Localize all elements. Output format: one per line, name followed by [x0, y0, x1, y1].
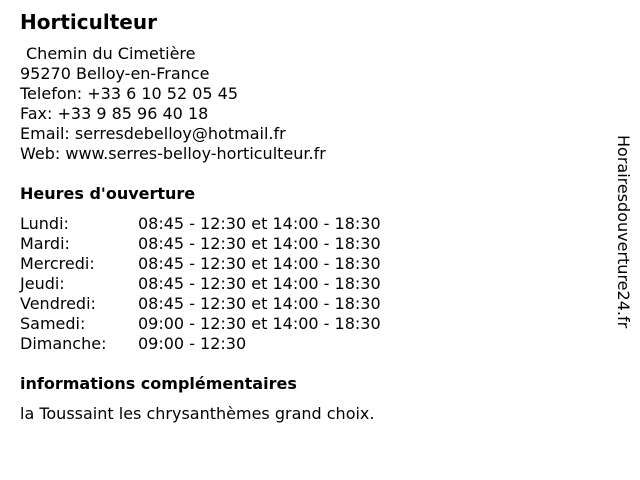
time-range: 09:00 - 12:30 et 14:00 - 18:30: [138, 314, 381, 333]
hours-row-samedi: [20, 314, 381, 334]
hours-row-lundi: [20, 214, 381, 234]
day-label: Lundi:: [20, 214, 69, 233]
info-heading: informations complémentaires: [20, 374, 297, 393]
hours-row-jeudi: [20, 274, 381, 294]
day-label: Mercredi:: [20, 254, 95, 273]
email-line: Email: serresdebelloy@hotmail.fr: [20, 124, 286, 143]
fax-line: Fax: +33 9 85 96 40 18: [20, 104, 209, 123]
day-label: Mardi:: [20, 234, 70, 253]
time-range: 08:45 - 12:30 et 14:00 - 18:30: [138, 294, 381, 313]
hours-heading: Heures d'ouverture: [20, 184, 196, 203]
info-text: la Toussaint les chrysanthèmes grand choix.: [20, 404, 375, 423]
day-label: Samedi:: [20, 314, 86, 333]
time-range: 08:45 - 12:30 et 14:00 - 18:30: [138, 274, 381, 293]
day-label: Vendredi:: [20, 294, 96, 313]
business-name: Horticulteur: [20, 10, 157, 34]
hours-row-mercredi: [20, 254, 381, 274]
hours-row-dimanche: [20, 334, 381, 354]
contact-block: [20, 44, 326, 164]
address-street: Chemin du Cimetière: [26, 44, 196, 63]
hours-row-mardi: [20, 234, 381, 254]
day-label: Dimanche:: [20, 334, 107, 353]
web-line: Web: www.serres-belloy-horticulteur.fr: [20, 144, 326, 163]
address-city: 95270 Belloy-en-France: [20, 64, 210, 83]
time-range: 08:45 - 12:30 et 14:00 - 18:30: [138, 214, 381, 233]
hours-row-vendredi: [20, 294, 381, 314]
site-watermark: Horairesdouverture24.fr: [614, 135, 633, 329]
time-range: 08:45 - 12:30 et 14:00 - 18:30: [138, 254, 381, 273]
time-range: 09:00 - 12:30: [138, 334, 247, 353]
day-label: Jeudi:: [20, 274, 65, 293]
phone-line: Telefon: +33 6 10 52 05 45: [20, 84, 239, 103]
hours-table: [20, 214, 381, 354]
time-range: 08:45 - 12:30 et 14:00 - 18:30: [138, 234, 381, 253]
